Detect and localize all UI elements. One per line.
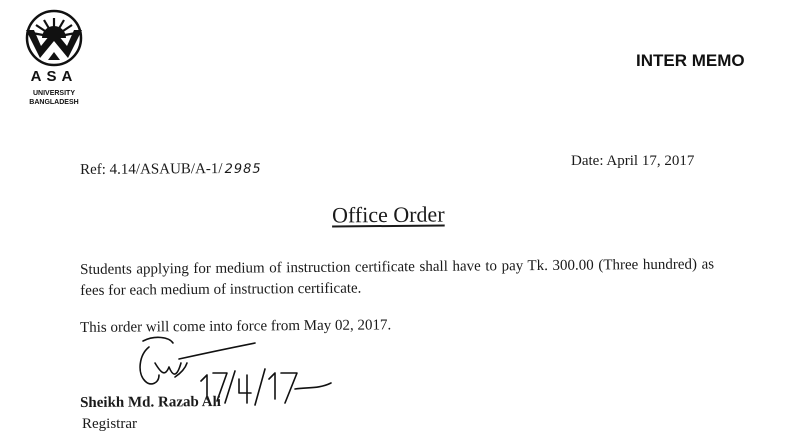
reference-prefix: Ref: 4.14/ASAUB/A-1/ bbox=[80, 161, 223, 178]
memo-title: INTER MEMO bbox=[636, 51, 745, 70]
signatory-title: Registrar bbox=[82, 416, 137, 432]
document-heading: Office Order bbox=[331, 201, 445, 228]
logo-subtitle-line2: BANGLADESH bbox=[29, 99, 79, 106]
body-paragraph: Students applying for medium of instruction certificate shall have to pay Tk. 300.00 (Three hundred) as fees for each medium of instruction certificate. bbox=[80, 256, 715, 299]
signatory-name: Sheikh Md. Razab Ali bbox=[80, 394, 221, 411]
reference-handwritten-number: 2985 bbox=[224, 161, 262, 177]
sun-hands-emblem-icon bbox=[14, 8, 94, 68]
effective-date-note: This order will come into force from May 02, 2017. bbox=[80, 317, 392, 336]
logo-wordmark: ASA bbox=[30, 68, 78, 85]
university-logo bbox=[14, 8, 94, 110]
memo-date: Date: April 17, 2017 bbox=[571, 153, 695, 169]
logo-subtitle-line1: UNIVERSITY bbox=[32, 90, 75, 97]
reference-line bbox=[80, 161, 262, 179]
